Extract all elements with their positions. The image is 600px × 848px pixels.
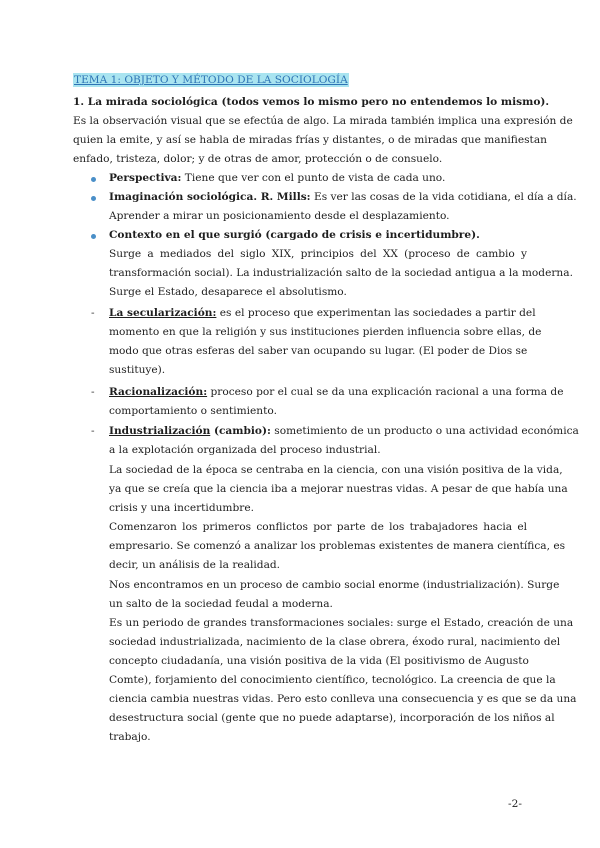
bullet-term: Perspectiva: <box>109 172 182 184</box>
body-line: Nos encontramos en un proceso de cambio social enorme (industrialización). Surge <box>109 579 560 591</box>
dash-item-racionalizacion <box>109 385 564 399</box>
dash-marker: - <box>91 307 95 319</box>
dash-continuation: sustituye). <box>109 364 166 376</box>
bullet-continuation: Surge el Estado, desaparece el absolutismo. <box>109 286 347 298</box>
body-line: ya que se creía que la ciencia iba a mejorar nuestras vidas. A pesar de que había una <box>109 483 568 495</box>
body-line: La sociedad de la época se centraba en la ciencia, con una visión positiva de la vida, <box>109 464 563 476</box>
bullet-item-contexto <box>109 228 480 242</box>
body-line: crisis y una incertidumbre. <box>109 502 254 514</box>
bullet-continuation: transformación social). La industrialización salto de la sociedad antigua a la moderna. <box>109 267 573 279</box>
body-line: desestructura social (gente que no puede adaptarse), incorporación de los niños al <box>109 712 555 724</box>
bullet-continuation: Aprender a mirar un posicionamiento desde el desplazamiento. <box>109 210 450 222</box>
body-line: sociedad industrializada, nacimiento de la clase obrera, éxodo rural, nacimiento del <box>109 636 561 648</box>
body-line: Comte), forjamiento del conocimiento científico, tecnológico. La creencia de que la <box>109 674 556 686</box>
dash-continuation: a la explotación organizada del proceso industrial. <box>109 444 381 456</box>
intro-line: Es la observación visual que se efectúa de algo. La mirada también implica una expresión de <box>73 115 573 127</box>
body-line: Es un periodo de grandes transformaciones sociales: surge el Estado, creación de una <box>109 617 574 629</box>
bullet-icon <box>91 234 96 239</box>
body-line: Comenzaron los primeros conflictos por parte de los trabajadores hacia el <box>109 521 527 533</box>
dash-item-industrializacion <box>109 424 579 438</box>
intro-line: enfado, tristeza, dolor; y de otras de amor, protección o de consuelo. <box>73 153 443 165</box>
bullet-text: Es ver las cosas de la vida cotidiana, el día a día. <box>310 191 577 203</box>
bullet-term: Contexto en el que surgió <box>109 229 262 241</box>
page-title: TEMA 1: OBJETO Y MÉTODO DE LA SOCIOLOGÍA <box>74 74 348 86</box>
bullet-term: Imaginación sociológica. R. Mills: <box>109 191 311 203</box>
bullet-item-perspectiva <box>109 171 445 185</box>
dash-term-qualifier: (cambio): <box>210 425 271 437</box>
body-line: empresario. Se comenzó a analizar los problemas existentes de manera científica, es <box>109 540 566 552</box>
bullet-icon <box>91 196 96 201</box>
bullet-item-imaginacion <box>109 190 577 204</box>
body-line: concepto ciudadanía, una visión positiva de la vida (El positivismo de Augusto <box>109 655 529 667</box>
bullet-continuation: Surge a mediados del siglo XIX, principios del XX (proceso de cambio y <box>109 248 527 260</box>
dash-marker: - <box>91 425 95 437</box>
dash-continuation: modo que otras esferas del saber van ocupando su lugar. (El poder de Dios se <box>109 345 528 357</box>
bullet-text: Tiene que ver con el punto de vista de cada uno. <box>181 172 446 184</box>
dash-item-secularizacion <box>109 306 536 320</box>
dash-text: proceso por el cual se da una explicación racional a una forma de <box>207 386 564 398</box>
dash-continuation: momento en que la religión y sus instituciones pierden influencia sobre ellas, de <box>109 326 542 338</box>
section-heading-title: 1. La mirada sociológica <box>73 96 218 108</box>
dash-continuation: comportamiento o sentimiento. <box>109 405 277 417</box>
section-heading-subtitle: (todos vemos lo mismo pero no entendemos lo mismo). <box>217 96 550 108</box>
dash-text: es el proceso que experimentan las sociedades a partir del <box>216 307 536 319</box>
dash-marker: - <box>91 386 95 398</box>
body-line: un salto de la sociedad feudal a moderna. <box>109 598 333 610</box>
bullet-text: (cargado de crisis e incertidumbre). <box>261 229 480 241</box>
body-line: ciencia cambia nuestras vidas. Pero esto conlleva una consecuencia y es que se da una <box>109 693 577 705</box>
intro-line: quien la emite, y así se habla de miradas frías y distantes, o de miradas que manifiestan <box>73 134 547 146</box>
dash-term: Industrialización <box>109 425 211 437</box>
dash-term: La secularización: <box>109 307 217 319</box>
page-number: -2- <box>508 798 522 810</box>
body-line: decir, un análisis de la realidad. <box>109 559 281 571</box>
bullet-icon <box>91 177 96 182</box>
section-heading <box>73 95 549 109</box>
body-line: trabajo. <box>109 731 151 743</box>
dash-term: Racionalización: <box>109 386 208 398</box>
dash-text: sometimiento de un producto o una actividad económica <box>270 425 579 437</box>
